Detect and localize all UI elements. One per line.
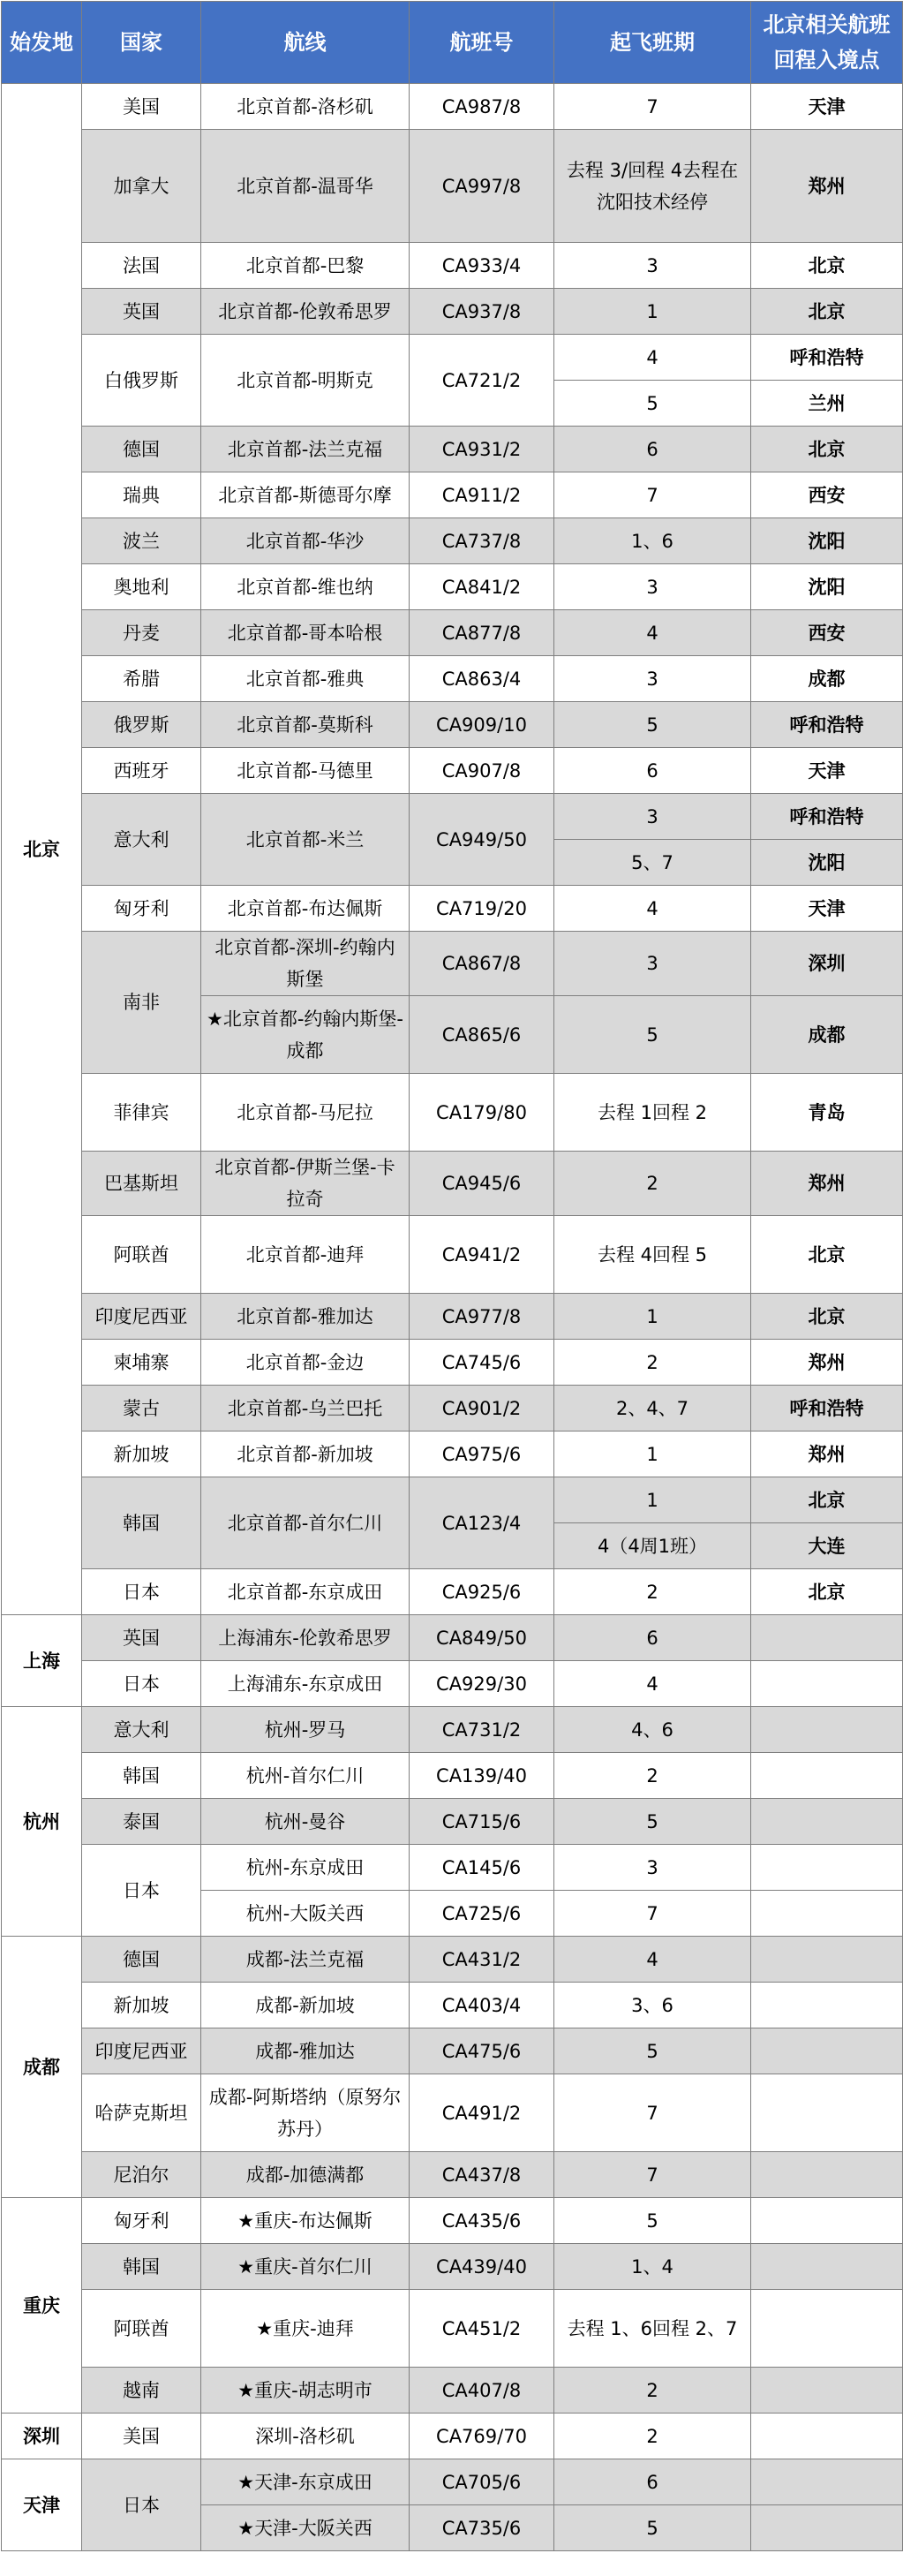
flight-number-cell: CA721/2 — [410, 335, 554, 427]
flight-number-cell: CA997/8 — [410, 130, 554, 243]
entry-point-cell: 西安 — [751, 472, 903, 518]
flight-number-cell: CA725/6 — [410, 1891, 554, 1937]
days-cell: 5 — [554, 996, 751, 1074]
entry-point-cell: 兰州 — [751, 381, 903, 427]
origin-cell: 上海 — [2, 1615, 82, 1707]
country-cell: 哈萨克斯坦 — [82, 2074, 201, 2152]
days-cell: 5 — [554, 2505, 751, 2551]
days-cell: 3、6 — [554, 1983, 751, 2028]
days-cell: 3 — [554, 656, 751, 702]
entry-point-cell: 天津 — [751, 84, 903, 130]
days-cell: 7 — [554, 2152, 751, 2198]
flight-number-cell: CA451/2 — [410, 2290, 554, 2368]
route-cell: 北京首都-斯德哥尔摩 — [201, 472, 410, 518]
country-cell: 英国 — [82, 1615, 201, 1661]
country-cell: 日本 — [82, 1661, 201, 1707]
entry-point-cell: 郑州 — [751, 130, 903, 243]
days-cell: 4 — [554, 886, 751, 932]
days-cell: 6 — [554, 1615, 751, 1661]
entry-point-cell: 呼和浩特 — [751, 794, 903, 840]
origin-cell: 成都 — [2, 1937, 82, 2198]
days-cell: 4 — [554, 610, 751, 656]
entry-point-cell — [751, 2290, 903, 2368]
table-row — [2, 1753, 903, 1799]
country-cell: 日本 — [82, 1569, 201, 1615]
route-cell: 北京首都-莫斯科 — [201, 702, 410, 748]
entry-point-cell: 北京 — [751, 1477, 903, 1523]
entry-point-cell — [751, 1707, 903, 1753]
table-row — [2, 1615, 903, 1661]
route-cell: 北京首都-深圳-约翰内斯堡 — [201, 932, 410, 996]
country-cell: 日本 — [82, 1845, 201, 1937]
days-cell: 去程 4回程 5 — [554, 1216, 751, 1294]
days-cell: 5、7 — [554, 840, 751, 886]
entry-point-cell: 北京 — [751, 289, 903, 335]
country-cell: 奥地利 — [82, 564, 201, 610]
country-cell: 日本 — [82, 2459, 201, 2551]
days-cell: 2 — [554, 1753, 751, 1799]
country-cell: 加拿大 — [82, 130, 201, 243]
flight-number-cell: CA901/2 — [410, 1386, 554, 1432]
flight-number-cell: CA925/6 — [410, 1569, 554, 1615]
flight-number-cell: CA745/6 — [410, 1340, 554, 1386]
flight-number-cell: CA841/2 — [410, 564, 554, 610]
entry-point-cell — [751, 2414, 903, 2459]
flight-number-cell: CA719/20 — [410, 886, 554, 932]
table-row — [2, 518, 903, 564]
entry-point-cell: 北京 — [751, 1294, 903, 1340]
entry-point-cell: 北京 — [751, 243, 903, 289]
flight-schedule-table — [1, 1, 903, 2551]
entry-point-cell: 北京 — [751, 1569, 903, 1615]
entry-point-cell — [751, 2368, 903, 2414]
table-row — [2, 2152, 903, 2198]
table-row — [2, 1937, 903, 1983]
entry-point-cell: 北京 — [751, 1216, 903, 1294]
country-cell: 阿联酋 — [82, 2290, 201, 2368]
table-row — [2, 335, 903, 381]
flight-number-cell: CA491/2 — [410, 2074, 554, 2152]
route-cell: 北京首都-迪拜 — [201, 1216, 410, 1294]
route-cell: 北京首都-米兰 — [201, 794, 410, 886]
days-cell: 5 — [554, 2198, 751, 2244]
entry-point-cell — [751, 1615, 903, 1661]
days-cell: 2 — [554, 1340, 751, 1386]
route-cell: 上海浦东-伦敦希思罗 — [201, 1615, 410, 1661]
days-cell: 5 — [554, 702, 751, 748]
entry-point-cell: 呼和浩特 — [751, 702, 903, 748]
country-cell: 韩国 — [82, 1753, 201, 1799]
flight-number-cell: CA987/8 — [410, 84, 554, 130]
days-cell: 7 — [554, 1891, 751, 1937]
entry-point-cell: 郑州 — [751, 1152, 903, 1216]
country-cell: 菲律宾 — [82, 1074, 201, 1152]
entry-point-cell: 青岛 — [751, 1074, 903, 1152]
entry-point-cell: 沈阳 — [751, 564, 903, 610]
entry-point-cell: 西安 — [751, 610, 903, 656]
route-cell: 北京首都-雅加达 — [201, 1294, 410, 1340]
route-cell: 北京首都-布达佩斯 — [201, 886, 410, 932]
country-cell: 波兰 — [82, 518, 201, 564]
flight-number-cell: CA431/2 — [410, 1937, 554, 1983]
route-cell: 北京首都-乌兰巴托 — [201, 1386, 410, 1432]
country-cell: 新加坡 — [82, 1432, 201, 1477]
country-cell: 意大利 — [82, 1707, 201, 1753]
header-departure-days: 起飞班期 — [554, 2, 751, 84]
country-cell: 匈牙利 — [82, 886, 201, 932]
country-cell: 丹麦 — [82, 610, 201, 656]
days-cell: 去程 3/回程 4去程在沈阳技术经停 — [554, 130, 751, 243]
days-cell: 6 — [554, 2459, 751, 2505]
country-cell: 西班牙 — [82, 748, 201, 794]
entry-point-cell — [751, 2074, 903, 2152]
header-return-entry-point: 北京相关航班回程入境点 — [751, 2, 903, 84]
route-cell: 北京首都-马德里 — [201, 748, 410, 794]
country-cell: 法国 — [82, 243, 201, 289]
header-country: 国家 — [82, 2, 201, 84]
route-cell: 成都-新加坡 — [201, 1983, 410, 2028]
table-row — [2, 1477, 903, 1523]
table-row — [2, 886, 903, 932]
country-cell: 匈牙利 — [82, 2198, 201, 2244]
route-cell: ★天津-东京成田 — [201, 2459, 410, 2505]
flight-number-cell: CA945/6 — [410, 1152, 554, 1216]
country-cell: 意大利 — [82, 794, 201, 886]
entry-point-cell: 沈阳 — [751, 840, 903, 886]
route-cell: 北京首都-温哥华 — [201, 130, 410, 243]
flight-number-cell: CA407/8 — [410, 2368, 554, 2414]
flight-number-cell: CA475/6 — [410, 2028, 554, 2074]
days-cell: 2、4、7 — [554, 1386, 751, 1432]
table-row — [2, 84, 903, 130]
table-row — [2, 1216, 903, 1294]
origin-cell: 重庆 — [2, 2198, 82, 2414]
flight-number-cell: CA929/30 — [410, 1661, 554, 1707]
days-cell: 1 — [554, 1432, 751, 1477]
entry-point-cell — [751, 2152, 903, 2198]
country-cell: 印度尼西亚 — [82, 2028, 201, 2074]
table-row — [2, 1294, 903, 1340]
days-cell: 6 — [554, 748, 751, 794]
days-cell: 4 — [554, 1661, 751, 1707]
flight-number-cell: CA937/8 — [410, 289, 554, 335]
days-cell: 1、6 — [554, 518, 751, 564]
country-cell: 阿联酋 — [82, 1216, 201, 1294]
country-cell: 希腊 — [82, 656, 201, 702]
table-row — [2, 130, 903, 243]
table-row — [2, 1845, 903, 1891]
table-row — [2, 1386, 903, 1432]
header-route: 航线 — [201, 2, 410, 84]
table-row — [2, 2414, 903, 2459]
flight-number-cell: CA123/4 — [410, 1477, 554, 1569]
flight-number-cell: CA909/10 — [410, 702, 554, 748]
country-cell: 蒙古 — [82, 1386, 201, 1432]
flight-number-cell: CA769/70 — [410, 2414, 554, 2459]
country-cell: 韩国 — [82, 1477, 201, 1569]
table-row — [2, 243, 903, 289]
entry-point-cell — [751, 2459, 903, 2505]
table-row — [2, 932, 903, 996]
country-cell: 柬埔寨 — [82, 1340, 201, 1386]
flight-number-cell: CA705/6 — [410, 2459, 554, 2505]
table-row — [2, 1983, 903, 2028]
country-cell: 美国 — [82, 84, 201, 130]
table-row — [2, 610, 903, 656]
days-cell: 去程 1、6回程 2、7 — [554, 2290, 751, 2368]
days-cell: 7 — [554, 472, 751, 518]
country-cell: 新加坡 — [82, 1983, 201, 2028]
table-row — [2, 2368, 903, 2414]
country-cell: 南非 — [82, 932, 201, 1074]
country-cell: 德国 — [82, 427, 201, 472]
entry-point-cell: 成都 — [751, 656, 903, 702]
route-cell: 北京首都-马尼拉 — [201, 1074, 410, 1152]
header-row — [2, 2, 903, 84]
route-cell: 杭州-罗马 — [201, 1707, 410, 1753]
days-cell: 1 — [554, 289, 751, 335]
flight-number-cell: CA911/2 — [410, 472, 554, 518]
route-cell: 杭州-大阪关西 — [201, 1891, 410, 1937]
route-cell: 北京首都-金边 — [201, 1340, 410, 1386]
flight-number-cell: CA867/8 — [410, 932, 554, 996]
flight-number-cell: CA139/40 — [410, 1753, 554, 1799]
table-row — [2, 1707, 903, 1753]
days-cell: 5 — [554, 1799, 751, 1845]
table-row — [2, 2459, 903, 2505]
entry-point-cell — [751, 2028, 903, 2074]
table-row — [2, 289, 903, 335]
route-cell: 杭州-首尔仁川 — [201, 1753, 410, 1799]
country-cell: 美国 — [82, 2414, 201, 2459]
days-cell: 1、4 — [554, 2244, 751, 2290]
route-cell: 杭州-曼谷 — [201, 1799, 410, 1845]
days-cell: 3 — [554, 932, 751, 996]
days-cell: 3 — [554, 794, 751, 840]
flight-number-cell: CA735/6 — [410, 2505, 554, 2551]
days-cell: 4 — [554, 1937, 751, 1983]
table-row — [2, 794, 903, 840]
flight-number-cell: CA977/8 — [410, 1294, 554, 1340]
flight-number-cell: CA715/6 — [410, 1799, 554, 1845]
entry-point-cell: 大连 — [751, 1523, 903, 1569]
days-cell: 3 — [554, 243, 751, 289]
table-row — [2, 472, 903, 518]
origin-cell: 北京 — [2, 84, 82, 1615]
days-cell: 6 — [554, 427, 751, 472]
route-cell: 北京首都-洛杉矶 — [201, 84, 410, 130]
country-cell: 越南 — [82, 2368, 201, 2414]
flight-number-cell: CA949/50 — [410, 794, 554, 886]
country-cell: 俄罗斯 — [82, 702, 201, 748]
entry-point-cell — [751, 2198, 903, 2244]
entry-point-cell — [751, 1661, 903, 1707]
days-cell: 2 — [554, 2414, 751, 2459]
entry-point-cell — [751, 1891, 903, 1937]
entry-point-cell: 天津 — [751, 748, 903, 794]
route-cell: 北京首都-雅典 — [201, 656, 410, 702]
days-cell: 1 — [554, 1477, 751, 1523]
days-cell: 4（4周1班） — [554, 1523, 751, 1569]
days-cell: 2 — [554, 2368, 751, 2414]
route-cell: ★北京首都-约翰内斯堡-成都 — [201, 996, 410, 1074]
route-cell: 北京首都-伊斯兰堡-卡拉奇 — [201, 1152, 410, 1216]
route-cell: 北京首都-新加坡 — [201, 1432, 410, 1477]
flight-number-cell: CA179/80 — [410, 1074, 554, 1152]
entry-point-cell: 呼和浩特 — [751, 1386, 903, 1432]
table-row — [2, 427, 903, 472]
flight-number-cell: CA403/4 — [410, 1983, 554, 2028]
route-cell: 成都-阿斯塔纳（原努尔苏丹） — [201, 2074, 410, 2152]
flight-number-cell: CA849/50 — [410, 1615, 554, 1661]
table-row — [2, 656, 903, 702]
days-cell: 7 — [554, 84, 751, 130]
flight-number-cell: CA877/8 — [410, 610, 554, 656]
days-cell: 4、6 — [554, 1707, 751, 1753]
country-cell: 白俄罗斯 — [82, 335, 201, 427]
header-flight-number: 航班号 — [410, 2, 554, 84]
days-cell: 5 — [554, 2028, 751, 2074]
route-cell: ★天津-大阪关西 — [201, 2505, 410, 2551]
route-cell: 北京首都-东京成田 — [201, 1569, 410, 1615]
days-cell: 5 — [554, 381, 751, 427]
country-cell: 印度尼西亚 — [82, 1294, 201, 1340]
table-row — [2, 748, 903, 794]
entry-point-cell: 沈阳 — [751, 518, 903, 564]
route-cell: 成都-加德满都 — [201, 2152, 410, 2198]
origin-cell: 深圳 — [2, 2414, 82, 2459]
route-cell: 北京首都-华沙 — [201, 518, 410, 564]
days-cell: 去程 1回程 2 — [554, 1074, 751, 1152]
entry-point-cell: 北京 — [751, 427, 903, 472]
days-cell: 2 — [554, 1569, 751, 1615]
flight-number-cell: CA931/2 — [410, 427, 554, 472]
origin-cell: 天津 — [2, 2459, 82, 2551]
table-row — [2, 2028, 903, 2074]
route-cell: 北京首都-维也纳 — [201, 564, 410, 610]
flight-number-cell: CA975/6 — [410, 1432, 554, 1477]
flight-number-cell: CA437/8 — [410, 2152, 554, 2198]
country-cell: 巴基斯坦 — [82, 1152, 201, 1216]
flight-number-cell: CA907/8 — [410, 748, 554, 794]
country-cell: 英国 — [82, 289, 201, 335]
route-cell: 北京首都-明斯克 — [201, 335, 410, 427]
route-cell: 北京首都-哥本哈根 — [201, 610, 410, 656]
country-cell: 泰国 — [82, 1799, 201, 1845]
route-cell: 北京首都-巴黎 — [201, 243, 410, 289]
entry-point-cell — [751, 1753, 903, 1799]
origin-cell: 杭州 — [2, 1707, 82, 1937]
flight-number-cell: CA145/6 — [410, 1845, 554, 1891]
flight-number-cell: CA933/4 — [410, 243, 554, 289]
route-cell: 上海浦东-东京成田 — [201, 1661, 410, 1707]
flight-number-cell: CA731/2 — [410, 1707, 554, 1753]
flight-number-cell: CA737/8 — [410, 518, 554, 564]
table-row — [2, 564, 903, 610]
route-cell: 杭州-东京成田 — [201, 1845, 410, 1891]
entry-point-cell — [751, 1845, 903, 1891]
days-cell: 7 — [554, 2074, 751, 2152]
entry-point-cell — [751, 2505, 903, 2551]
flight-number-cell: CA435/6 — [410, 2198, 554, 2244]
table-row — [2, 1340, 903, 1386]
table-row — [2, 1799, 903, 1845]
country-cell: 韩国 — [82, 2244, 201, 2290]
table-row — [2, 1661, 903, 1707]
route-cell: 北京首都-首尔仁川 — [201, 1477, 410, 1569]
table-row — [2, 2198, 903, 2244]
table-row — [2, 1432, 903, 1477]
table-row — [2, 2244, 903, 2290]
days-cell: 1 — [554, 1294, 751, 1340]
country-cell: 瑞典 — [82, 472, 201, 518]
table-row — [2, 2074, 903, 2152]
entry-point-cell: 郑州 — [751, 1340, 903, 1386]
route-cell: ★重庆-首尔仁川 — [201, 2244, 410, 2290]
entry-point-cell: 成都 — [751, 996, 903, 1074]
flight-number-cell: CA863/4 — [410, 656, 554, 702]
flight-number-cell: CA439/40 — [410, 2244, 554, 2290]
days-cell: 4 — [554, 335, 751, 381]
route-cell: ★重庆-布达佩斯 — [201, 2198, 410, 2244]
route-cell: 深圳-洛杉矶 — [201, 2414, 410, 2459]
table-row — [2, 1074, 903, 1152]
days-cell: 2 — [554, 1152, 751, 1216]
table-row — [2, 2290, 903, 2368]
entry-point-cell: 呼和浩特 — [751, 335, 903, 381]
flight-number-cell: CA865/6 — [410, 996, 554, 1074]
country-cell: 德国 — [82, 1937, 201, 1983]
entry-point-cell — [751, 1799, 903, 1845]
route-cell: 北京首都-法兰克福 — [201, 427, 410, 472]
route-cell: 成都-雅加达 — [201, 2028, 410, 2074]
days-cell: 3 — [554, 1845, 751, 1891]
entry-point-cell — [751, 1983, 903, 2028]
table-row — [2, 1569, 903, 1615]
entry-point-cell: 郑州 — [751, 1432, 903, 1477]
table-row — [2, 702, 903, 748]
country-cell: 尼泊尔 — [82, 2152, 201, 2198]
entry-point-cell: 天津 — [751, 886, 903, 932]
entry-point-cell: 深圳 — [751, 932, 903, 996]
entry-point-cell — [751, 1937, 903, 1983]
route-cell: ★重庆-迪拜 — [201, 2290, 410, 2368]
header-origin: 始发地 — [2, 2, 82, 84]
entry-point-cell — [751, 2244, 903, 2290]
route-cell: 成都-法兰克福 — [201, 1937, 410, 1983]
flight-number-cell: CA941/2 — [410, 1216, 554, 1294]
table-row — [2, 1152, 903, 1216]
days-cell: 3 — [554, 564, 751, 610]
route-cell: 北京首都-伦敦希思罗 — [201, 289, 410, 335]
route-cell: ★重庆-胡志明市 — [201, 2368, 410, 2414]
